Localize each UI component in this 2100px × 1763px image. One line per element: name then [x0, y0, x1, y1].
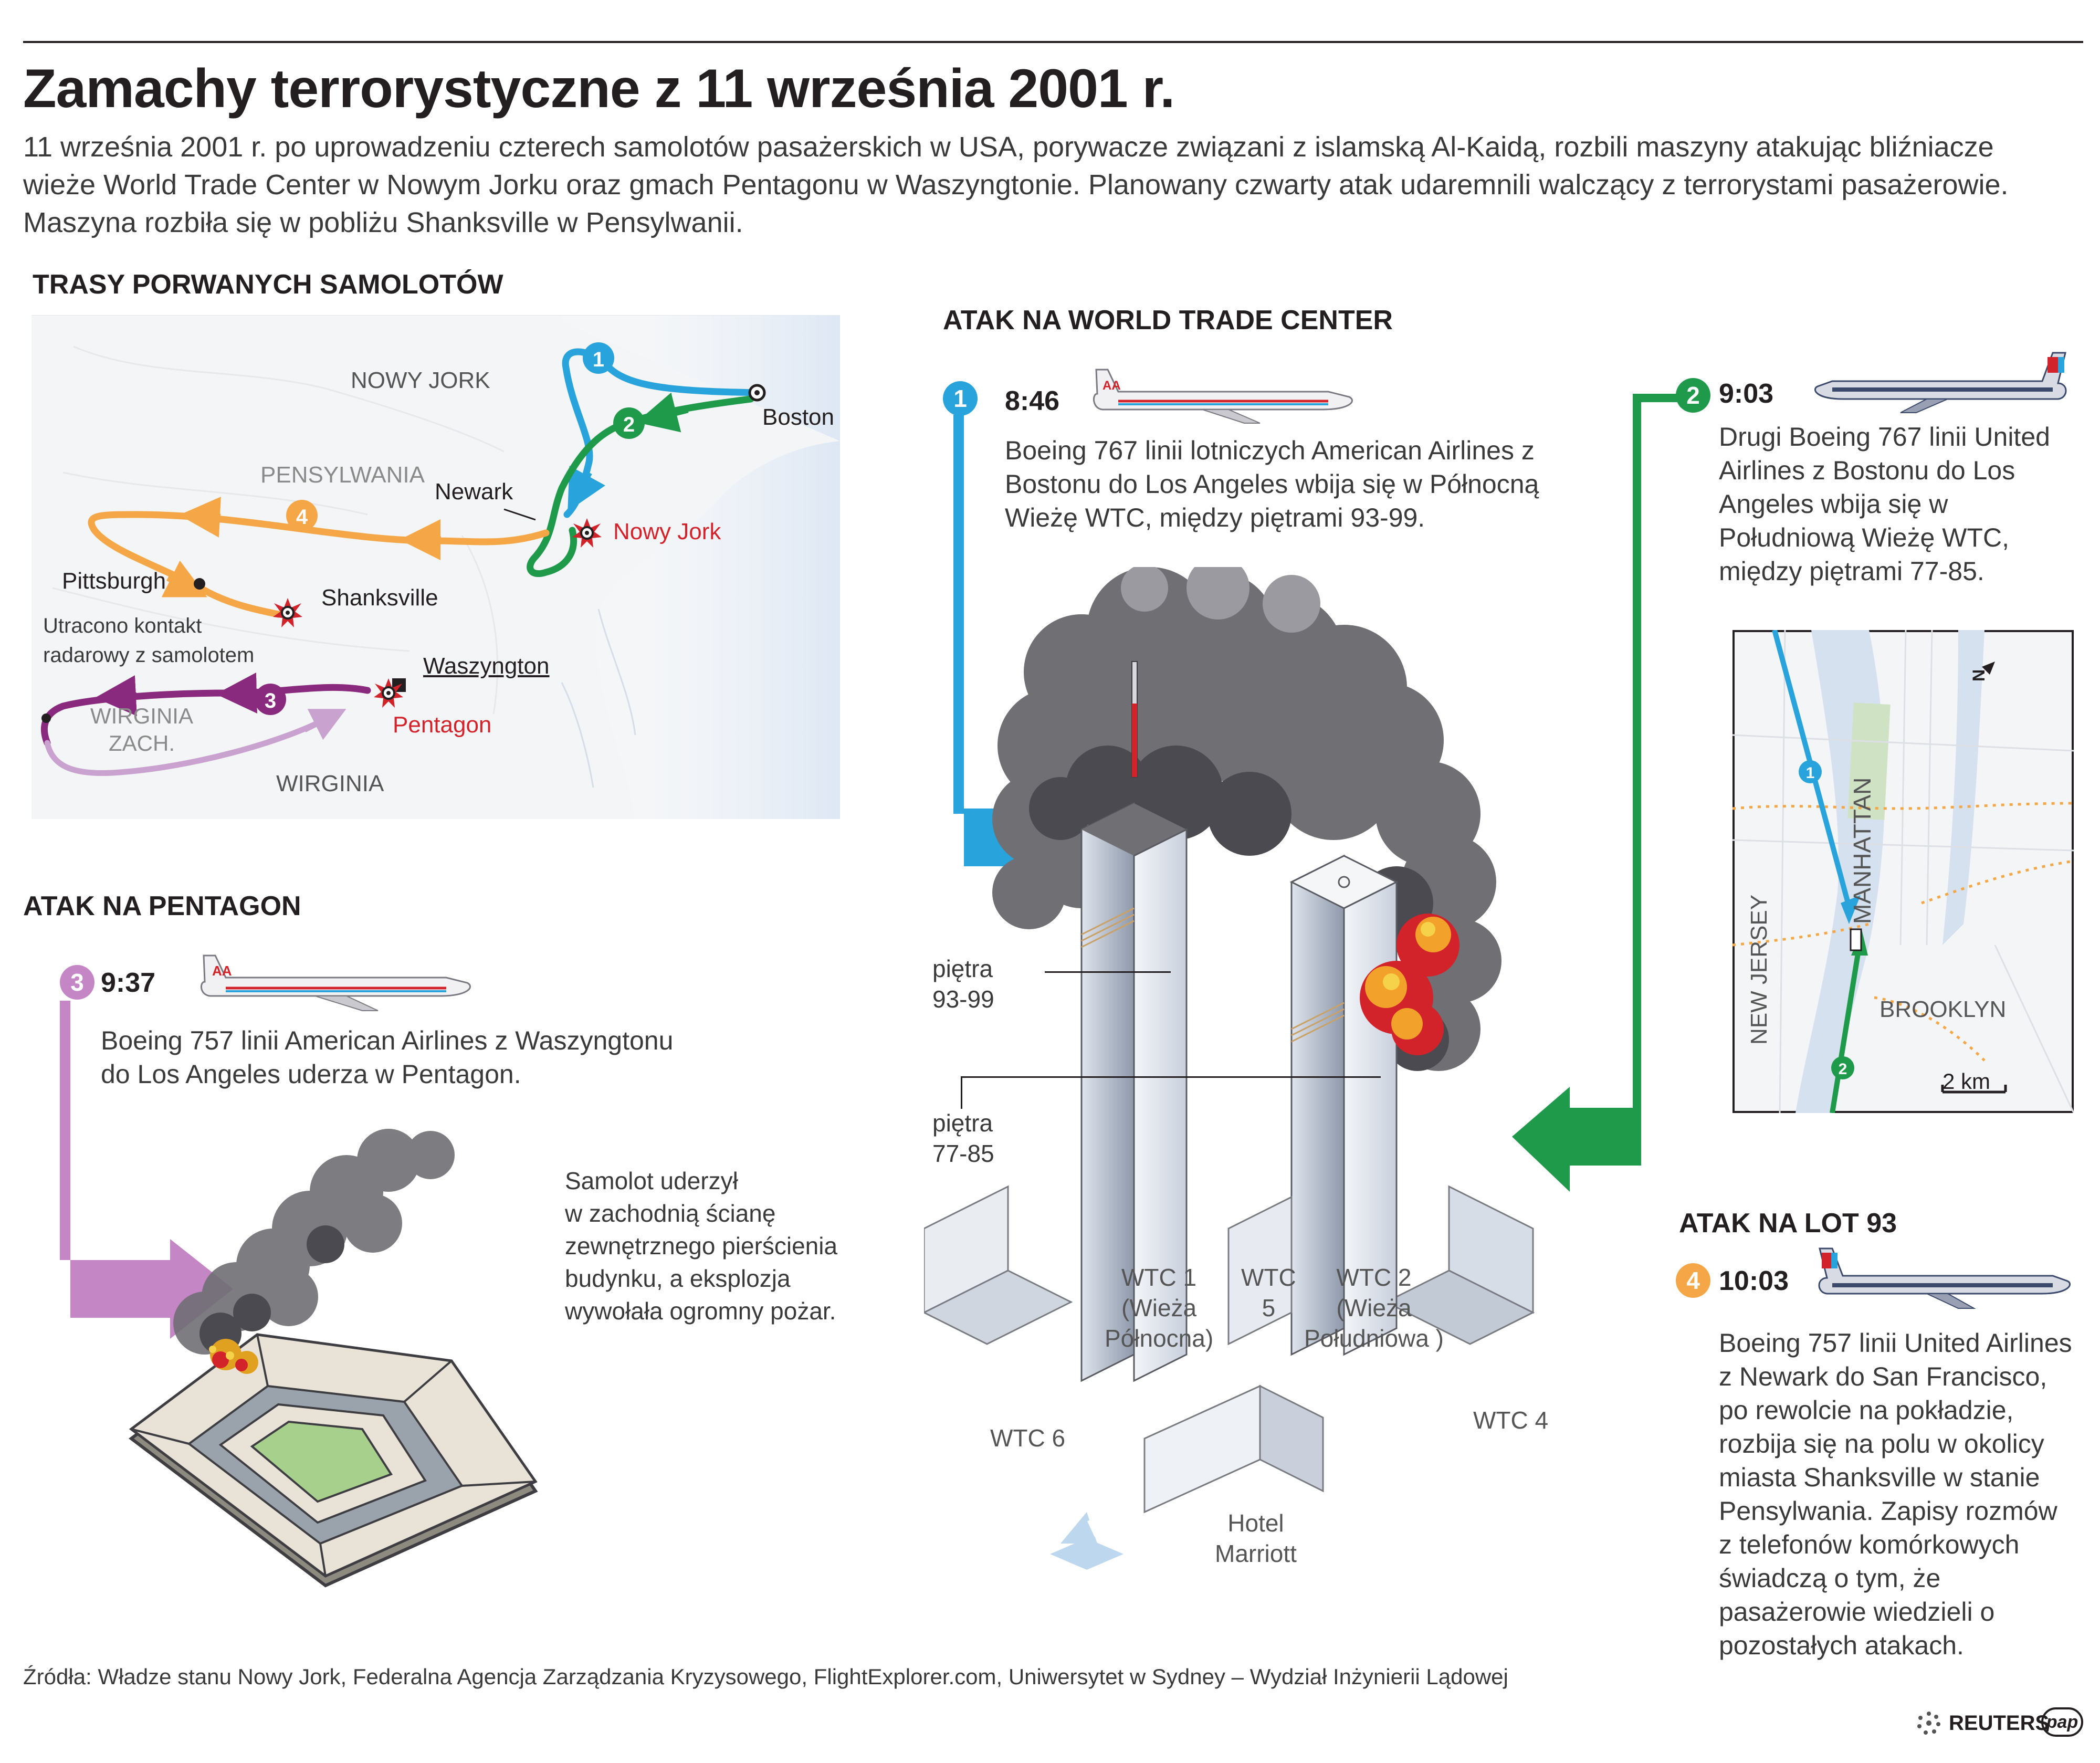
american-airlines-767-icon: [1087, 362, 1360, 425]
manhattan-inset-map: [1732, 630, 2074, 1113]
pentagon-heading: ATAK NA PENTAGON: [23, 891, 301, 921]
pittsburgh-dot: [194, 578, 205, 590]
manhattan-north-label: N: [1969, 669, 1989, 682]
flight3-marker-number: 3: [264, 689, 277, 712]
floors-lower-leader: [961, 1076, 1381, 1078]
label-nyc: Nowy Jork: [613, 519, 721, 544]
label-shanksville: Shanksville: [321, 585, 438, 611]
flight93-time: 10:03: [1719, 1266, 1789, 1296]
wtc-flight1-desc: Boeing 767 linii lotniczych American Airlines z Bostonu do Los Angeles wbija się w Północną Wieżę WTC, między piętrami 93-99.: [1005, 436, 1539, 532]
svg-text:2: 2: [1838, 1061, 1847, 1078]
pentagon-desc: Boeing 757 linii American Airlines z Waszyngtonu do Los Angeles uderza w Pentagon.: [101, 1026, 674, 1089]
label-floors-93-99: piętra 93-99: [932, 955, 994, 1013]
routes-heading: TRASY PORWANYCH SAMOLOTÓW: [33, 269, 503, 300]
wtc-towers-illustration: [924, 567, 1606, 1617]
wtc-site-marker: [1851, 929, 1861, 950]
flight93-heading: ATAK NA LOT 93: [1679, 1208, 1897, 1239]
united-airlines-757-icon: [1811, 1239, 2074, 1313]
pentagon-time: 9:37: [101, 968, 156, 998]
wtc-flight1-badge: 1: [943, 381, 978, 416]
wtc-north-arrow-label: N: [1084, 1510, 1112, 1543]
label-va-state: WIRGINIA: [276, 771, 384, 796]
label-new-jersey: NEW JERSEY: [1746, 894, 1772, 1045]
pentagon-note: Samolot uderzył w zachodnią ścianę zewnętrznego pierścienia budynku, a eksplozja wywołała ogromny pożar.: [565, 1167, 838, 1325]
label-hotel-marriott: Hotel Marriott: [1215, 1509, 1297, 1567]
pap-logo: [2041, 1707, 2083, 1737]
flight1-marker-number: 1: [592, 348, 605, 371]
pap-wordmark: pap: [2046, 1712, 2078, 1732]
wtc-flight2-time: 9:03: [1719, 379, 1774, 409]
label-boston: Boston: [762, 404, 834, 430]
united-airlines-767-icon: [1811, 341, 2074, 415]
wtc-heading: ATAK NA WORLD TRADE CENTER: [943, 305, 1393, 335]
flight2-arrow-stem: [1633, 394, 1641, 1129]
wtc-flight2-badge: 2: [1676, 378, 1710, 413]
label-ny-state: NOWY JORK: [351, 368, 490, 393]
label-washington: Waszyngton: [423, 653, 550, 679]
svg-text:AA: AA: [212, 963, 232, 979]
floors-upper-leader: [1045, 971, 1171, 973]
reuters-wordmark: REUTERS: [1949, 1711, 2050, 1735]
label-wtc1: WTC 1 (Wieża Północna): [1105, 1264, 1214, 1352]
label-wtc2: WTC 2 (Wieża Południowa ): [1304, 1264, 1444, 1352]
label-newark: Newark: [435, 479, 513, 505]
label-pentagon: Pentagon: [393, 712, 492, 738]
label-wtc5: WTC 5: [1241, 1264, 1296, 1321]
label-wv-state: WIRGINIA ZACH.: [90, 704, 193, 755]
floors-lower-leader-drop: [961, 1076, 962, 1109]
label-brooklyn: BROOKLYN: [1880, 996, 2007, 1022]
svg-text:1: 1: [1805, 764, 1815, 782]
label-radar-lost: Utracono kontakt radarowy z samolotem: [43, 614, 255, 667]
pentagon-building-illustration: [63, 1124, 598, 1628]
label-pittsburgh: Pittsburgh: [62, 568, 166, 594]
label-floors-77-85: piętra 77-85: [932, 1109, 994, 1167]
reuters-dots-icon: [1916, 1710, 1941, 1736]
label-wtc4: WTC 4: [1473, 1407, 1549, 1434]
page-title: Zamachy terrorystyczne z 11 września 2001 r.: [23, 58, 1175, 119]
top-rule: [23, 41, 2083, 43]
label-wtc6: WTC 6: [990, 1424, 1066, 1452]
svg-text:AA: AA: [1102, 379, 1121, 393]
label-manhattan: MANHATTAN: [1849, 777, 1876, 924]
reuters-logo: [1916, 1710, 2049, 1736]
label-pa-state: PENSYLWANIA: [260, 462, 425, 488]
radar-loss-point: [41, 713, 51, 723]
sources-note: Źródła: Władze stanu Nowy Jork, Federalna Agencja Zarządzania Kryzysowego, FlightExplorer.com, Uniwersytet w Sydney – Wydział Inżynierii Lądowej: [23, 1664, 1508, 1689]
american-airlines-757-icon: [194, 945, 478, 1013]
pentagon-badge: 3: [60, 965, 94, 1000]
wtc-flight2-desc: Drugi Boeing 767 linii United Airlines z Bostonu do Los Angeles wbija się w Południową Wieżę WTC, między piętrami 77-85.: [1719, 422, 2050, 586]
intro-text: 11 września 2001 r. po uprowadzeniu czterech samolotów pasażerskich w USA, porywacze związani z islamską Al-Kaidą, rozbili maszyny atakując bliźniacze wieże World Trade Center w Nowym Jorku oraz gmach Pentagonu w Waszyngtonie. Planowany czwarty atak udaremnili walczący z terrorystami pasażerowie. Maszyna rozbiła się w pobliżu Shanksville w Pensylwanii.: [23, 131, 2009, 238]
flight93-desc: Boeing 757 linii United Airlines z Newark do San Francisco, po rewolcie na pokładzie, rozbija się na polu w okolicy miasta Shanksville w stanie Pensylwania. Zapisy rozmów z telefonów komórkowych świadczą o tym, że pasażerowie wiedzieli o pozostałych atakach.: [1719, 1328, 2072, 1660]
wtc-flight1-time: 8:46: [1005, 386, 1060, 416]
flight4-marker-number: 4: [296, 506, 308, 529]
flight2-marker-number: 2: [623, 413, 635, 436]
label-scale: 2 km: [1942, 1069, 1991, 1094]
flight93-badge: 4: [1676, 1263, 1710, 1298]
